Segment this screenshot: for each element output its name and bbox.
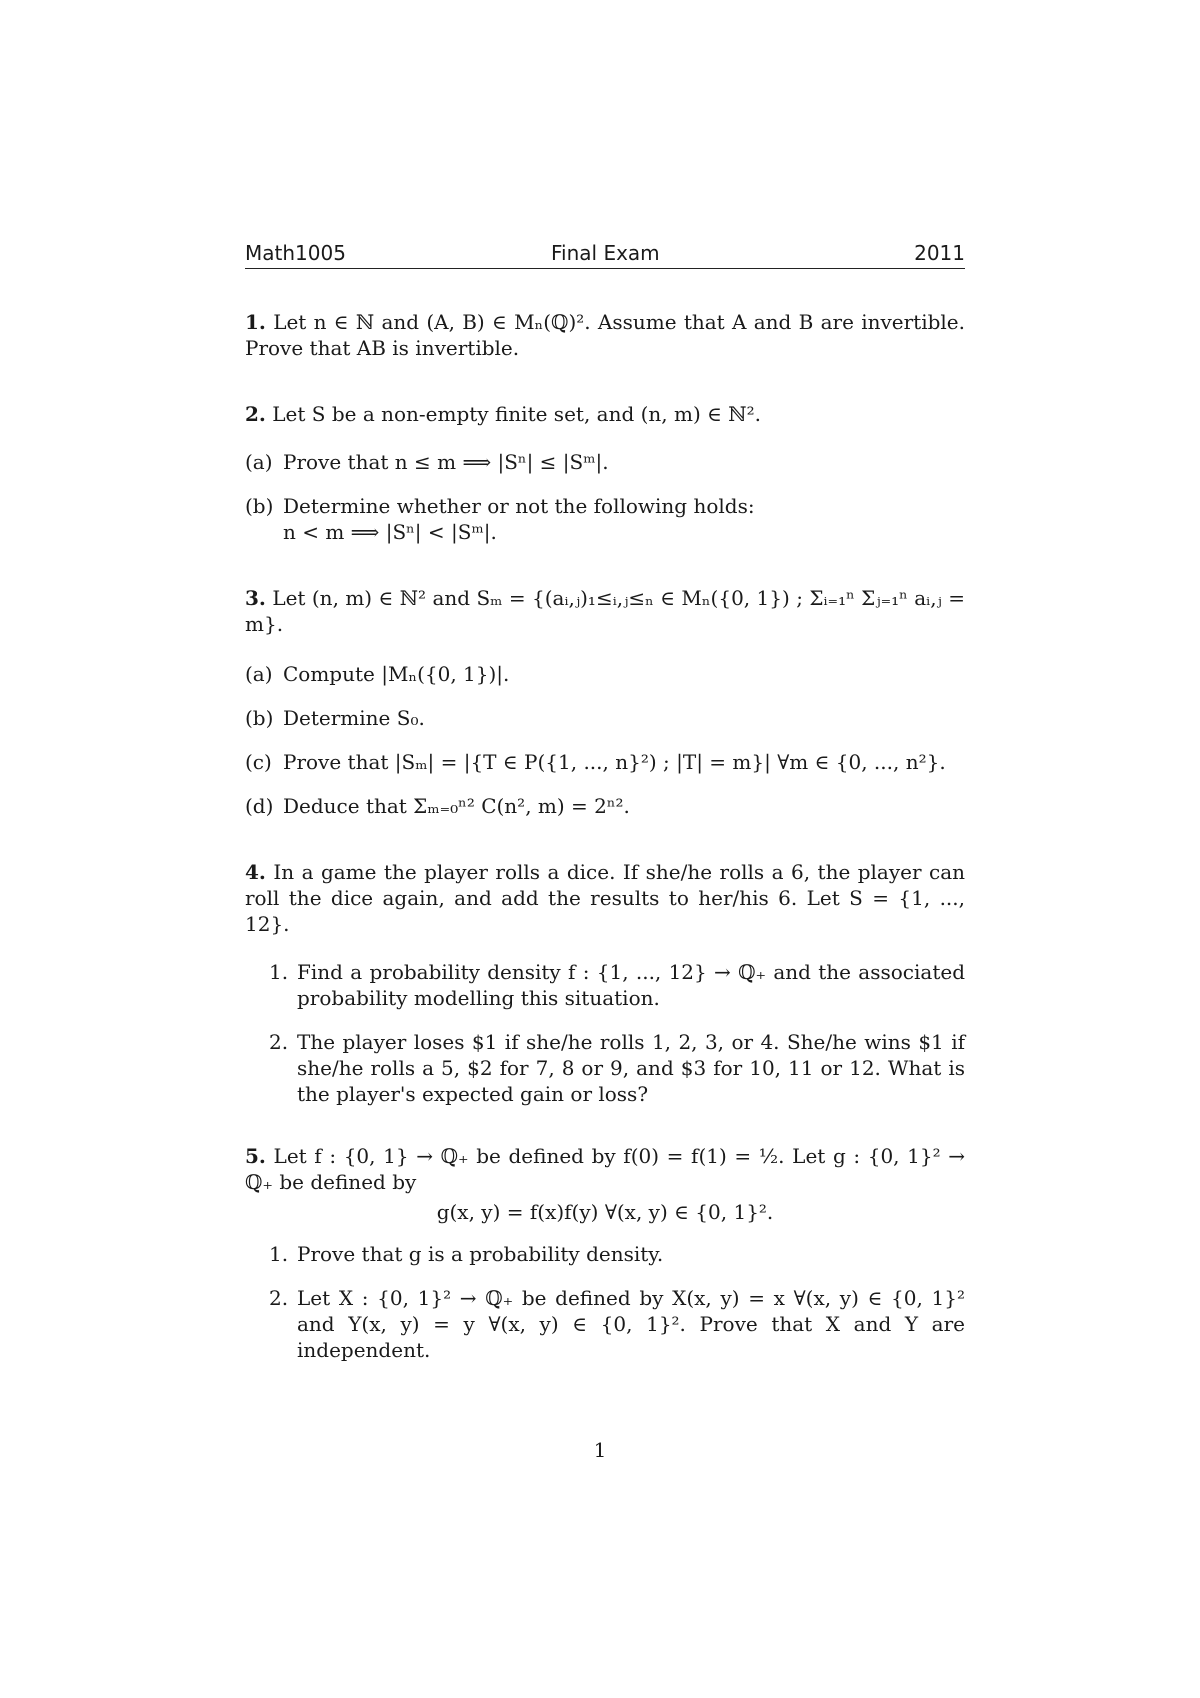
item-text: Let X : {0, 1}² → ℚ₊ be defined by X(x, y) = x ∀(x, y) ∈ {0, 1}² and Y(x, y) = y ∀(x, y) ∈ {0, 1}². Prove that X and Y are independent. xyxy=(297,1286,965,1362)
question-2b xyxy=(245,493,965,545)
question-4 xyxy=(245,859,965,937)
question-3d xyxy=(245,793,965,819)
item-text: The player loses $1 if she/he rolls 1, 2, 3, or 4. She/he wins $1 if she/he rolls a 5, $2 for 7, 8 or 9, and $3 for 10, 11 or 12. What is the player's expected gain or loss? xyxy=(297,1030,965,1106)
item-label: 1. xyxy=(269,1242,289,1266)
part-label: (d) xyxy=(245,794,274,818)
part-label: (a) xyxy=(245,662,273,686)
question-2a xyxy=(245,449,965,475)
question-5-item-2 xyxy=(269,1285,965,1363)
question-number: 5. xyxy=(245,1144,266,1168)
part-text: Determine S₀. xyxy=(283,706,425,730)
question-text: Let f : {0, 1} → ℚ₊ be defined by f(0) = f(1) = ½. Let g : {0, 1}² → ℚ₊ be defined by xyxy=(245,1144,966,1194)
part-text: Determine whether or not the following holds: xyxy=(283,494,755,518)
question-number: 4. xyxy=(245,860,266,884)
question-2 xyxy=(245,401,965,427)
exam-title: Final Exam xyxy=(551,241,660,265)
item-label: 2. xyxy=(269,1030,289,1054)
part-formula: n < m ⟹ |Sⁿ| < |Sᵐ|. xyxy=(283,520,497,544)
exam-year: 2011 xyxy=(914,241,965,265)
course-code: Math1005 xyxy=(245,241,346,265)
part-label: (a) xyxy=(245,450,273,474)
question-5-item-1 xyxy=(269,1241,965,1267)
part-text: Prove that |Sₘ| = |{T ∈ P({1, ..., n}²) ; |T| = m}| ∀m ∈ {0, ..., n²}. xyxy=(283,750,946,774)
question-text: Let n ∈ ℕ and (A, B) ∈ Mₙ(ℚ)². Assume that A and B are invertible. Prove that AB is invertible. xyxy=(245,310,966,360)
part-text: Deduce that Σₘ₌₀ⁿ² C(n², m) = 2ⁿ². xyxy=(283,794,630,818)
question-3a xyxy=(245,661,965,687)
question-3c xyxy=(245,749,965,775)
item-label: 2. xyxy=(269,1286,289,1310)
question-5-formula: g(x, y) = f(x)f(y) ∀(x, y) ∈ {0, 1}². xyxy=(436,1200,774,1224)
question-number: 3. xyxy=(245,586,266,610)
page-header xyxy=(245,240,965,269)
question-4-item-1 xyxy=(269,959,965,1011)
part-text: Compute |Mₙ({0, 1})|. xyxy=(283,662,510,686)
part-label: (c) xyxy=(245,750,272,774)
part-label: (b) xyxy=(245,494,274,518)
item-text: Find a probability density f : {1, ..., 12} → ℚ₊ and the associated probability modelling this situation. xyxy=(297,960,965,1010)
item-label: 1. xyxy=(269,960,289,984)
question-text: Let (n, m) ∈ ℕ² and Sₘ = {(aᵢ,ⱼ)₁≤ᵢ,ⱼ≤ₙ ∈ Mₙ({0, 1}) ; Σᵢ₌₁ⁿ Σⱼ₌₁ⁿ aᵢ,ⱼ = m}. xyxy=(245,586,966,636)
exam-page xyxy=(245,240,965,1381)
question-text: Let S be a non-empty finite set, and (n, m) ∈ ℕ². xyxy=(272,402,761,426)
part-text: Prove that n ≤ m ⟹ |Sⁿ| ≤ |Sᵐ|. xyxy=(283,450,609,474)
page-number: 1 xyxy=(593,1438,607,1462)
question-text: In a game the player rolls a dice. If she/he rolls a 6, the player can roll the dice again, and add the results to her/his 6. Let S = {1, ..., 12}. xyxy=(245,860,965,936)
question-3 xyxy=(245,585,965,637)
question-5 xyxy=(245,1143,965,1195)
item-text: Prove that g is a probability density. xyxy=(297,1242,664,1266)
part-label: (b) xyxy=(245,706,274,730)
question-number: 1. xyxy=(245,310,266,334)
question-1 xyxy=(245,309,965,361)
question-3b xyxy=(245,705,965,731)
question-4-item-2 xyxy=(269,1029,965,1107)
question-number: 2. xyxy=(245,402,266,426)
